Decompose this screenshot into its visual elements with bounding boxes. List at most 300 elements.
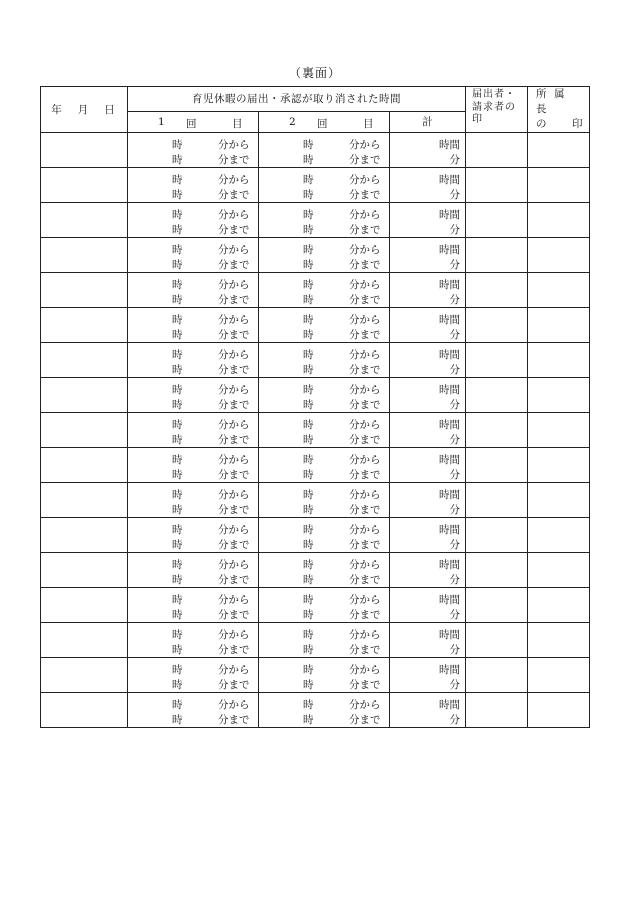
second-me: 目 [363,117,374,130]
minutes-label: 分 [449,714,460,726]
from-label: 分から [349,209,381,221]
until-label: 分まで [349,679,381,691]
applicant-seal-line3: 印 [472,114,483,125]
from-label: 分から [349,314,381,326]
until-label: 分まで [349,644,381,656]
until-label: 分まで [218,574,250,586]
from-label: 分から [218,384,250,396]
hour-label: 時 [303,539,314,551]
from-label: 分から [349,594,381,606]
minutes-label: 分 [449,154,460,166]
hour-label: 時 [172,259,183,271]
first-time-cell[interactable] [128,693,259,728]
total-cell[interactable] [390,658,466,693]
second-time-cell[interactable] [259,238,390,273]
from-label: 分から [218,139,250,151]
hour-label: 時 [303,609,314,621]
until-label: 分まで [349,399,381,411]
minutes-label: 分 [449,294,460,306]
until-label: 分まで [349,574,381,586]
hour-label: 時 [172,174,183,186]
total-cell[interactable] [390,518,466,553]
first-time-cell[interactable] [128,448,259,483]
hour-label: 時 [303,244,314,256]
first-time-cell[interactable] [128,483,259,518]
hour-label: 時 [303,594,314,606]
hour-label: 時 [172,469,183,481]
first-number: 1 [158,115,165,128]
until-label: 分まで [349,224,381,236]
department-head-seal-cell[interactable] [528,518,590,553]
until-label: 分まで [218,294,250,306]
hour-label: 時 [303,209,314,221]
department-head-seal-cell[interactable] [528,693,590,728]
cancelled-time-header: 育児休暇の届出・承認が取り消された時間 [128,87,466,112]
hours-label: 時間 [439,244,460,256]
hour-label: 時 [172,489,183,501]
minutes-label: 分 [449,469,460,481]
from-label: 分から [218,174,250,186]
applicant-seal-header [466,87,528,133]
from-label: 分から [218,314,250,326]
from-label: 分から [349,419,381,431]
second-time-cell[interactable] [259,483,390,518]
month-label: 月 [77,104,91,116]
first-time-header [128,111,259,132]
minutes-label: 分 [449,399,460,411]
minutes-label: 分 [449,644,460,656]
hour-label: 時 [303,154,314,166]
applicant-seal-line2: 請求者の [472,101,516,113]
date-cell[interactable] [41,518,128,553]
hour-label: 時 [303,364,314,376]
department-head-seal-cell[interactable] [528,658,590,693]
table-row [41,553,590,588]
hour-label: 時 [303,419,314,431]
second-time-cell[interactable] [259,518,390,553]
second-time-cell[interactable] [259,378,390,413]
until-label: 分まで [349,539,381,551]
date-cell[interactable] [41,238,128,273]
date-cell[interactable] [41,133,128,168]
from-label: 分から [218,664,250,676]
hour-label: 時 [172,559,183,571]
until-label: 分まで [218,679,250,691]
hour-label: 時 [172,524,183,536]
hour-label: 時 [303,524,314,536]
hour-label: 時 [172,329,183,341]
department-head-seal-cell[interactable] [528,588,590,623]
from-label: 分から [218,244,250,256]
hour-label: 時 [303,679,314,691]
total-cell[interactable] [390,273,466,308]
minutes-label: 分 [449,679,460,691]
hour-label: 時 [172,504,183,516]
department-head-seal-cell[interactable] [528,483,590,518]
applicant-seal-cell[interactable] [466,518,528,553]
hour-label: 時 [303,714,314,726]
from-label: 分から [218,349,250,361]
from-label: 分から [218,279,250,291]
department-head-seal-cell[interactable] [528,273,590,308]
table-row [41,483,590,518]
hour-label: 時 [303,489,314,501]
from-label: 分から [218,699,250,711]
from-label: 分から [218,524,250,536]
hour-label: 時 [172,279,183,291]
applicant-seal-cell[interactable] [466,658,528,693]
from-label: 分から [349,629,381,641]
date-cell[interactable] [41,308,128,343]
from-label: 分から [349,279,381,291]
hours-label: 時間 [439,629,460,641]
minutes-label: 分 [449,609,460,621]
hour-label: 時 [172,679,183,691]
date-cell[interactable] [41,378,128,413]
hour-label: 時 [303,469,314,481]
applicant-seal-cell[interactable] [466,308,528,343]
total-cell[interactable] [390,203,466,238]
department-head-seal-cell[interactable] [528,623,590,658]
hour-label: 時 [303,559,314,571]
first-time-cell[interactable] [128,413,259,448]
until-label: 分まで [349,469,381,481]
minutes-label: 分 [449,329,460,341]
table-row [41,413,590,448]
hour-label: 時 [172,314,183,326]
hours-label: 時間 [439,594,460,606]
date-cell[interactable] [41,553,128,588]
hour-label: 時 [172,594,183,606]
table-row [41,203,590,238]
date-cell[interactable] [41,413,128,448]
chief-char-5: 印 [572,118,584,130]
from-label: 分から [349,244,381,256]
hour-label: 時 [303,224,314,236]
applicant-seal-cell[interactable] [466,238,528,273]
chief-char-3: 長 [536,103,548,115]
date-cell[interactable] [41,693,128,728]
table-row [41,658,590,693]
applicant-seal-cell[interactable] [466,588,528,623]
from-label: 分から [349,559,381,571]
chief-char-1: 所 [536,88,548,100]
total-cell[interactable] [390,483,466,518]
first-time-cell[interactable] [128,553,259,588]
hour-label: 時 [303,434,314,446]
total-cell[interactable] [390,378,466,413]
until-label: 分まで [218,714,250,726]
second-time-header [259,111,390,132]
until-label: 分まで [218,189,250,201]
hour-label: 時 [172,294,183,306]
second-time-cell[interactable] [259,203,390,238]
department-head-seal-cell[interactable] [528,133,590,168]
minutes-label: 分 [449,189,460,201]
first-time-cell[interactable] [128,623,259,658]
from-label: 分から [218,559,250,571]
until-label: 分まで [218,539,250,551]
department-head-seal-header [528,87,590,133]
hour-label: 時 [303,399,314,411]
date-cell[interactable] [41,483,128,518]
hour-label: 時 [303,504,314,516]
until-label: 分まで [349,714,381,726]
second-time-cell[interactable] [259,448,390,483]
year-label: 年 [51,104,64,116]
second-time-cell[interactable] [259,168,390,203]
table-row [41,448,590,483]
hour-label: 時 [303,574,314,586]
hour-label: 時 [172,644,183,656]
hours-label: 時間 [439,139,460,151]
second-number: 2 [289,115,296,128]
day-label: 日 [104,104,117,116]
department-head-seal-cell[interactable] [528,168,590,203]
second-time-cell[interactable] [259,343,390,378]
applicant-seal-cell[interactable] [466,448,528,483]
hour-label: 時 [172,224,183,236]
table-row [41,693,590,728]
total-cell[interactable] [390,588,466,623]
date-cell[interactable] [41,343,128,378]
until-label: 分まで [218,504,250,516]
first-time-cell[interactable] [128,203,259,238]
total-header: 計 [390,111,466,132]
date-cell[interactable] [41,168,128,203]
from-label: 分から [218,454,250,466]
hour-label: 時 [172,434,183,446]
second-time-cell[interactable] [259,308,390,343]
from-label: 分から [218,594,250,606]
date-cell[interactable] [41,623,128,658]
applicant-seal-cell[interactable] [466,378,528,413]
table-row [41,588,590,623]
hours-label: 時間 [439,489,460,501]
second-kai: 回 [317,117,328,130]
hour-label: 時 [172,189,183,201]
first-time-cell[interactable] [128,658,259,693]
table-row [41,308,590,343]
until-label: 分まで [218,259,250,271]
from-label: 分から [349,349,381,361]
department-head-seal-cell[interactable] [528,308,590,343]
hours-label: 時間 [439,279,460,291]
applicant-seal-line1: 届出者・ [472,89,516,100]
department-head-seal-cell[interactable] [528,343,590,378]
until-label: 分まで [218,434,250,446]
hour-label: 時 [303,329,314,341]
hour-label: 時 [172,209,183,221]
date-cell[interactable] [41,448,128,483]
cancellation-record-table [40,86,590,728]
from-label: 分から [218,419,250,431]
applicant-seal-cell[interactable] [466,203,528,238]
total-cell[interactable] [390,238,466,273]
chief-char-4: の [536,118,548,130]
second-time-cell[interactable] [259,623,390,658]
applicant-seal-cell[interactable] [466,623,528,658]
first-kai: 回 [186,117,197,130]
applicant-seal-cell[interactable] [466,693,528,728]
minutes-label: 分 [449,574,460,586]
hour-label: 時 [303,629,314,641]
from-label: 分から [349,664,381,676]
hour-label: 時 [303,454,314,466]
hour-label: 時 [303,189,314,201]
until-label: 分まで [218,469,250,481]
until-label: 分まで [218,224,250,236]
hour-label: 時 [172,139,183,151]
minutes-label: 分 [449,434,460,446]
second-time-cell[interactable] [259,273,390,308]
page-title: （裏面） [288,66,341,80]
from-label: 分から [218,489,250,501]
hours-label: 時間 [439,524,460,536]
hour-label: 時 [172,714,183,726]
hour-label: 時 [172,539,183,551]
table-row [41,378,590,413]
until-label: 分まで [218,644,250,656]
second-time-cell[interactable] [259,658,390,693]
from-label: 分から [349,174,381,186]
hours-label: 時間 [439,314,460,326]
total-cell[interactable] [390,553,466,588]
until-label: 分まで [218,154,250,166]
until-label: 分まで [349,259,381,271]
first-time-cell[interactable] [128,238,259,273]
hour-label: 時 [303,294,314,306]
second-time-cell[interactable] [259,693,390,728]
hour-label: 時 [303,349,314,361]
hour-label: 時 [303,664,314,676]
total-cell[interactable] [390,308,466,343]
date-cell[interactable] [41,588,128,623]
from-label: 分から [349,699,381,711]
first-time-cell[interactable] [128,518,259,553]
until-label: 分まで [218,364,250,376]
minutes-label: 分 [449,224,460,236]
hour-label: 時 [172,699,183,711]
table-row [41,168,590,203]
hour-label: 時 [172,364,183,376]
department-head-seal-cell[interactable] [528,238,590,273]
first-time-cell[interactable] [128,273,259,308]
first-time-cell[interactable] [128,168,259,203]
table-row [41,518,590,553]
hours-label: 時間 [439,699,460,711]
from-label: 分から [349,454,381,466]
minutes-label: 分 [449,539,460,551]
from-label: 分から [218,629,250,641]
second-time-cell[interactable] [259,133,390,168]
until-label: 分まで [349,294,381,306]
table-row [41,238,590,273]
date-cell[interactable] [41,203,128,238]
total-cell[interactable] [390,448,466,483]
second-time-cell[interactable] [259,413,390,448]
first-time-cell[interactable] [128,378,259,413]
hour-label: 時 [172,349,183,361]
until-label: 分まで [349,329,381,341]
minutes-label: 分 [449,259,460,271]
first-time-cell[interactable] [128,133,259,168]
first-me: 目 [232,117,243,130]
total-cell[interactable] [390,623,466,658]
hours-label: 時間 [439,349,460,361]
until-label: 分まで [349,609,381,621]
until-label: 分まで [349,434,381,446]
total-cell[interactable] [390,413,466,448]
department-head-seal-cell[interactable] [528,203,590,238]
applicant-seal-cell[interactable] [466,413,528,448]
department-head-seal-cell[interactable] [528,553,590,588]
date-cell[interactable] [41,658,128,693]
total-cell[interactable] [390,343,466,378]
hours-label: 時間 [439,384,460,396]
until-label: 分まで [218,399,250,411]
date-cell[interactable] [41,273,128,308]
until-label: 分まで [349,189,381,201]
hours-label: 時間 [439,174,460,186]
from-label: 分から [349,139,381,151]
hour-label: 時 [172,399,183,411]
hour-label: 時 [303,384,314,396]
department-head-seal-cell[interactable] [528,378,590,413]
second-time-cell[interactable] [259,553,390,588]
hour-label: 時 [172,609,183,621]
applicant-seal-cell[interactable] [466,553,528,588]
from-label: 分から [349,384,381,396]
applicant-seal-cell[interactable] [466,133,528,168]
total-cell[interactable] [390,133,466,168]
first-time-cell[interactable] [128,343,259,378]
hour-label: 時 [303,279,314,291]
applicant-seal-cell[interactable] [466,168,528,203]
department-head-seal-cell[interactable] [528,413,590,448]
hours-label: 時間 [439,559,460,571]
until-label: 分まで [218,609,250,621]
table-row [41,623,590,658]
applicant-seal-cell[interactable] [466,483,528,518]
date-header [41,87,128,133]
hour-label: 時 [172,154,183,166]
total-cell[interactable] [390,693,466,728]
department-head-seal-cell[interactable] [528,448,590,483]
hours-label: 時間 [439,454,460,466]
hour-label: 時 [172,574,183,586]
first-time-cell[interactable] [128,588,259,623]
applicant-seal-cell[interactable] [466,343,528,378]
table-row [41,343,590,378]
chief-char-2: 属 [554,88,566,100]
hour-label: 時 [172,454,183,466]
minutes-label: 分 [449,504,460,516]
hour-label: 時 [303,314,314,326]
hour-label: 時 [303,644,314,656]
second-time-cell[interactable] [259,588,390,623]
hours-label: 時間 [439,209,460,221]
until-label: 分まで [349,504,381,516]
until-label: 分まで [349,364,381,376]
applicant-seal-cell[interactable] [466,273,528,308]
minutes-label: 分 [449,364,460,376]
table-row [41,273,590,308]
from-label: 分から [218,209,250,221]
hour-label: 時 [303,139,314,151]
total-cell[interactable] [390,168,466,203]
first-time-cell[interactable] [128,308,259,343]
